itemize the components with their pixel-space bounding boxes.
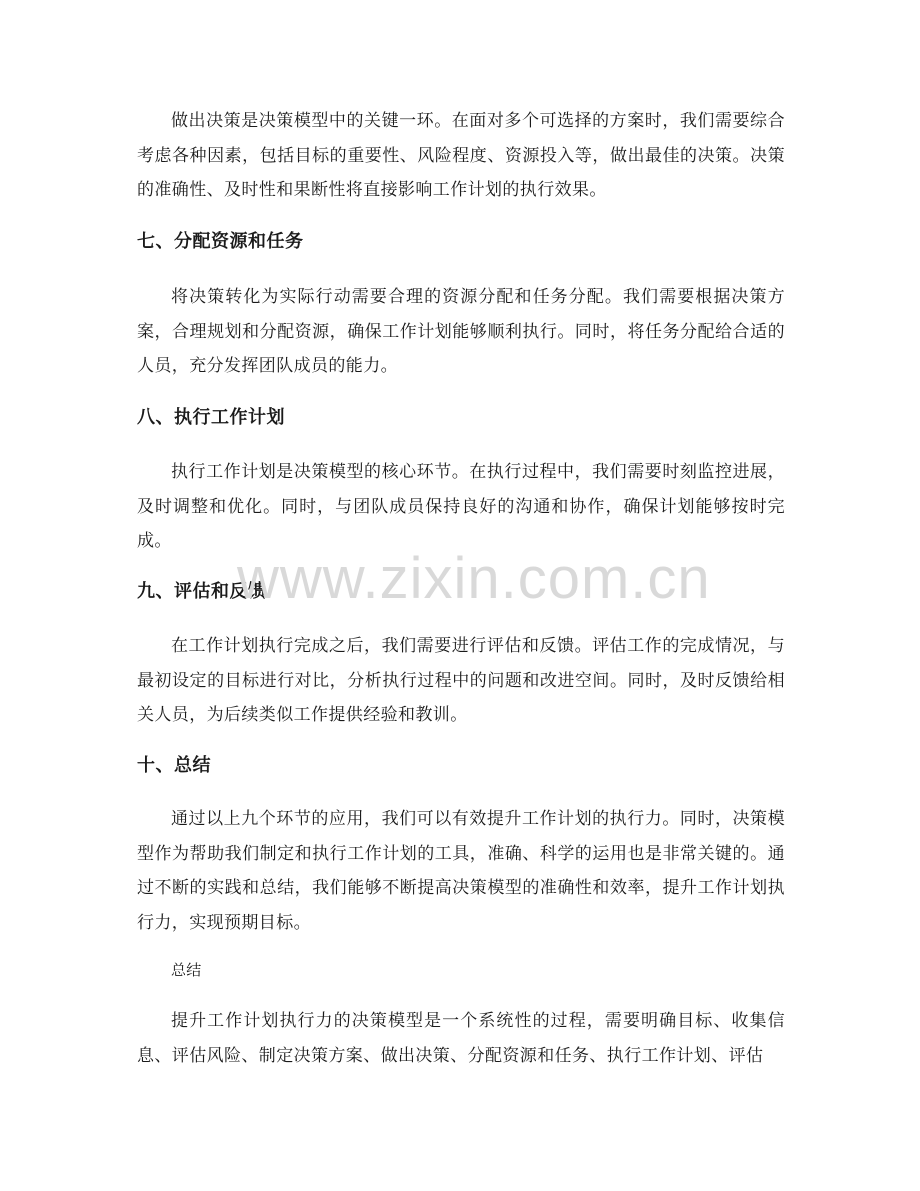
paragraph-section-8: 执行工作计划是决策模型的核心环节。在执行过程中，我们需要时刻监控进展，及时调整和优化。同时，与团队成员保持良好的沟通和协作，确保计划能够按时完成。 <box>137 462 785 551</box>
paragraph-section-7: 将决策转化为实际行动需要合理的资源分配和任务分配。我们需要根据决策方案，合理规划和分配资源，确保工作计划能够顺利执行。同时，将任务分配给合适的人员，充分发挥团队成员的能力。 <box>137 287 785 376</box>
section-heading-7: 七、分配资源和任务 <box>137 231 304 252</box>
paragraph-decision: 做出决策是决策模型中的关键一环。在面对多个可选择的方案时，我们需要综合考虑各种因素，包括目标的重要性、风险程度、资源投入等，做出最佳的决策。决策的准确性、及时性和果断性将直接影响工作计划的执行效果。 <box>137 111 785 200</box>
section-heading-9: 九、评估和反馈 <box>137 581 267 602</box>
paragraph-section-10: 通过以上九个环节的应用，我们可以有效提升工作计划的执行力。同时，决策模型作为帮助我们制定和执行工作计划的工具，准确、科学的运用也是非常关键的。通过不断的实践和总结，我们能够不断提高决策模型的准确性和效率，提升工作计划执行力，实现预期目标。 <box>137 809 785 933</box>
section-heading-10: 十、总结 <box>137 755 211 776</box>
summary-subtitle: 总结 <box>171 961 202 979</box>
watermark-text: www.zixin.com.cn <box>237 546 711 611</box>
paragraph-summary: 提升工作计划执行力的决策模型是一个系统性的过程，需要明确目标、收集信息、评估风险、制定决策方案、做出决策、分配资源和任务、执行工作计划、评估 <box>137 1011 785 1066</box>
paragraph-section-9: 在工作计划执行完成之后，我们需要进行评估和反馈。评估工作的完成情况，与最初设定的目标进行对比，分析执行过程中的问题和改进空间。同时，及时反馈给相关人员，为后续类似工作提供经验和教训。 <box>137 636 785 725</box>
section-heading-8: 八、执行工作计划 <box>137 407 285 428</box>
